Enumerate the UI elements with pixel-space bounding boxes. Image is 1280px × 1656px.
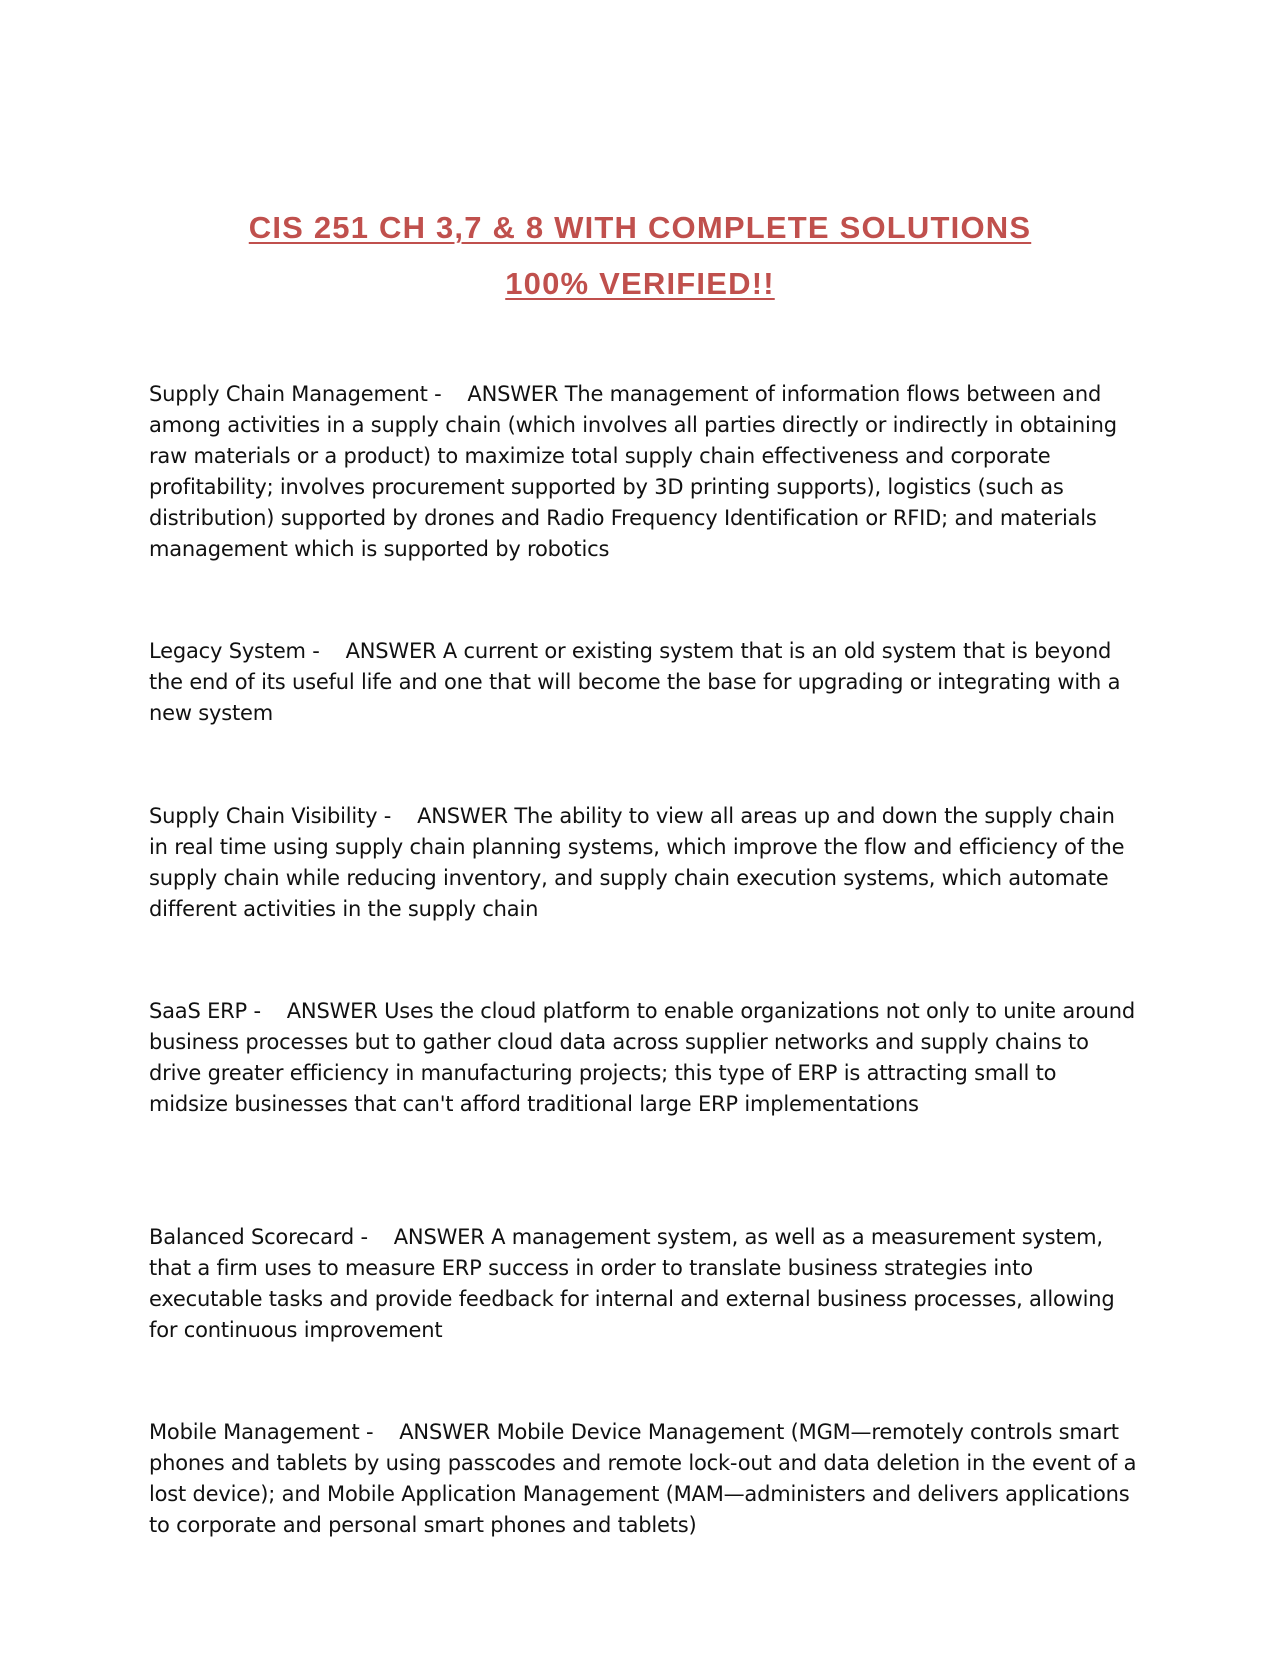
qa-entry <box>149 379 1139 565</box>
entry-term: Mobile Management <box>149 1420 360 1444</box>
entry-definition: Uses the cloud platform to enable organizations not only to unite around business processes but to gather cloud data across supplier networks and supply chains to drive greater efficiency in manufacturing projects; this type of ERP is attracting small to midsize businesses that can't afford traditional large ERP implementations <box>149 999 1135 1116</box>
entry-separator: - <box>377 804 418 828</box>
entry-definition: A current or existing system that is an old system that is beyond the end of its useful life and one that will become the base for upgrading or integrating with a new system <box>149 639 1121 725</box>
document-title <box>150 200 1130 312</box>
answer-label: ANSWER <box>467 382 559 406</box>
entry-term: SaaS ERP <box>149 999 247 1023</box>
entry-term: Legacy System <box>149 639 306 663</box>
answer-label: ANSWER <box>345 639 437 663</box>
qa-entry <box>149 1417 1139 1541</box>
entry-separator: - <box>359 1420 400 1444</box>
answer-label: ANSWER <box>286 999 378 1023</box>
qa-entry <box>149 801 1139 925</box>
entry-separator: - <box>354 1225 394 1249</box>
title-line-1: CIS 251 CH 3,7 & 8 WITH COMPLETE SOLUTIONS <box>248 210 1032 245</box>
entry-term: Supply Chain Visibility <box>149 804 378 828</box>
answer-label: ANSWER <box>393 1225 485 1249</box>
entry-definition: A management system, as well as a measurement system, that a firm uses to measure ERP success in order to translate business strategies into executable tasks and provide feedback for internal and external business processes, allowing for continuous improvement <box>149 1225 1115 1342</box>
entry-term: Supply Chain Management <box>149 382 428 406</box>
entry-separator: - <box>427 382 468 406</box>
entry-definition: Mobile Device Management (MGM—remotely controls smart phones and tablets by using passcodes and remote lock-out and data deletion in the event of a lost device); and Mobile Application Management (MAM—administers and delivers applications to corporate and personal smart phones and tablets) <box>149 1420 1137 1537</box>
answer-label: ANSWER <box>417 804 508 828</box>
title-line-2: 100% VERIFIED!! <box>505 266 775 301</box>
entry-term: Balanced Scorecard <box>149 1225 354 1249</box>
qa-entry <box>149 1222 1139 1346</box>
qa-entry <box>149 636 1139 729</box>
entry-definition: The management of information flows between and among activities in a supply chain (which involves all parties directly or indirectly in obtaining raw materials or a product) to maximize total supply chain effectiveness and corporate profitability; involves procurement supported by 3D printing supports), logistics (such as distribution) supported by drones and Radio Frequency Identification or RFID; and materials management which is supported by robotics <box>149 382 1117 561</box>
answer-label: ANSWER <box>399 1420 491 1444</box>
qa-entry <box>149 996 1139 1120</box>
entry-separator: - <box>305 639 346 663</box>
entry-definition: The ability to view all areas up and down the supply chain in real time using supply chain planning systems, which improve the flow and efficiency of the supply chain while reducing inventory, and supply chain execution systems, which automate different activities in the supply chain <box>149 804 1125 921</box>
entry-separator: - <box>247 999 287 1023</box>
